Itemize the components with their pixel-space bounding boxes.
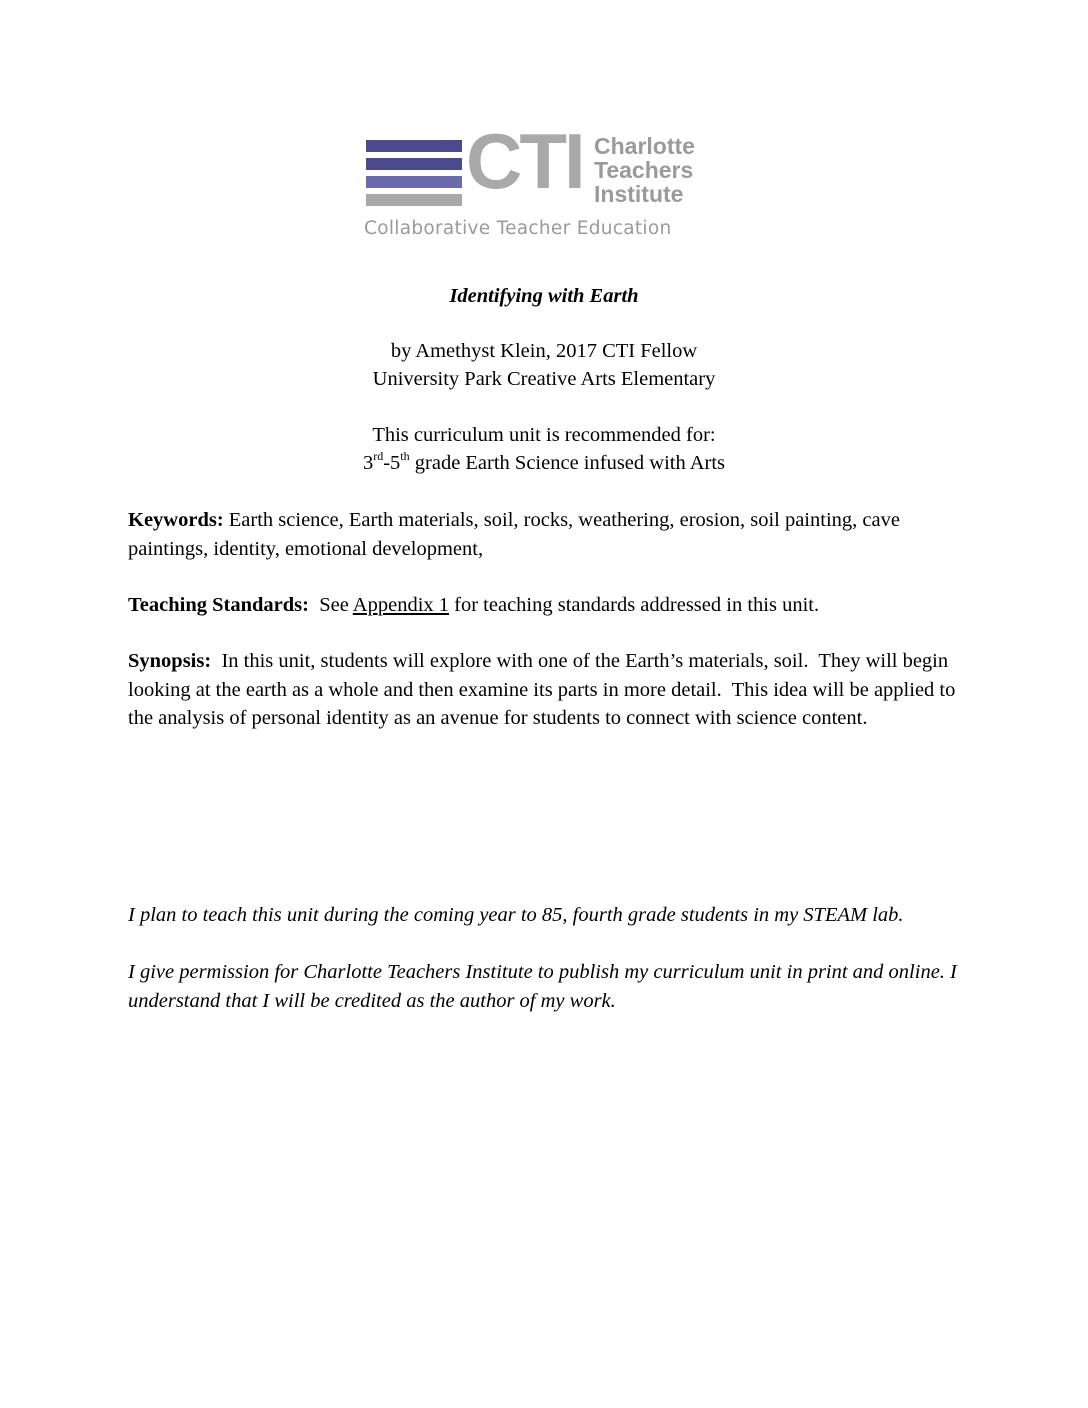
standards-paragraph	[128, 591, 960, 620]
keywords-label: Keywords:	[128, 509, 224, 531]
logo-bar	[366, 176, 462, 188]
logo-bar	[366, 194, 462, 206]
keywords-text: Earth science, Earth materials, soil, rocks, weathering, erosion, soil painting, cave paintings, identity, emotional development,	[128, 509, 900, 560]
permission-statement: I give permission for Charlotte Teachers Institute to publish my curriculum unit in print and online. I understand that I will be credited as the author of my work.	[128, 961, 957, 1012]
grade-to-sup: th	[400, 449, 410, 464]
grade-line	[0, 449, 1088, 477]
plan-statement: I plan to teach this unit during the coming year to 85, fourth grade students in my STEAM lab.	[128, 904, 904, 926]
standards-label: Teaching Standards:	[128, 594, 309, 616]
standards-post: for teaching standards addressed in this unit.	[449, 594, 820, 616]
logo-org-line: Institute	[594, 181, 684, 207]
synopsis-paragraph	[128, 647, 960, 733]
grade-from-sup: rd	[373, 449, 384, 464]
grade-rest: grade Earth Science infused with Arts	[409, 452, 726, 474]
logo-mark: CTI	[466, 117, 583, 205]
author-line: by Amethyst Klein, 2017 CTI Fellow	[390, 340, 698, 362]
logo-org-name	[594, 134, 695, 206]
appendix-link[interactable]: Appendix 1	[352, 594, 450, 616]
logo-bar	[366, 140, 462, 152]
keywords-paragraph	[128, 506, 960, 563]
synopsis-label: Synopsis:	[128, 650, 212, 672]
standards-pre: See	[308, 594, 353, 616]
grade-sep: -5	[383, 452, 401, 474]
logo-org-line: Teachers	[594, 157, 694, 183]
recommended-intro: This curriculum unit is recommended for:	[372, 424, 716, 446]
unit-title: Identifying with Earth	[449, 285, 639, 307]
logo-tagline: Collaborative Teacher Education	[364, 218, 672, 239]
logo-org-line: Charlotte	[594, 133, 695, 159]
cti-logo	[360, 117, 724, 246]
school-line: University Park Creative Arts Elementary	[372, 368, 716, 390]
grade-from: 3	[362, 452, 374, 474]
logo-bar	[366, 158, 462, 170]
synopsis-text: In this unit, students will explore with one of the Earth’s materials, soil. They will begin looking at the earth as a whole and then examine its parts in more detail. This idea will be applied to the analysis of personal identity as an avenue for students to connect with science content.	[128, 650, 961, 729]
